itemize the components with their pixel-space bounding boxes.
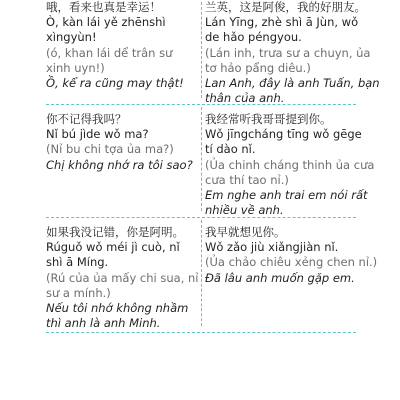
phrase-cell-left (46, 105, 201, 217)
vietnamese-text: Lan Anh, đây là anh Tuấn, bạn (205, 76, 380, 91)
vietnamese-text: Em nghe anh trai em nói rất (205, 188, 368, 203)
vietnamese-text: thân của anh. (205, 91, 285, 106)
phrase-cell-right (201, 218, 378, 332)
vietnamese-text: Chị không nhớ ra tôi sao? (46, 157, 193, 172)
phrase-cell-left (46, 218, 201, 332)
column-divider (201, 220, 202, 326)
pinyin-text: Rúguǒ wǒ méi jì cuò, nǐ (46, 240, 180, 255)
phrase-cell-right (201, 105, 375, 218)
pinyin-text: Wǒ jīngcháng tīng wǒ gēge (205, 127, 362, 142)
phonetic-text: tơ hảo pẩng diêu.) (205, 60, 311, 75)
phrase-table (46, 0, 380, 333)
pinyin-text: Lán Yīng, zhè shì ā Jùn, wǒ (205, 15, 359, 30)
vietnamese-text: Ồ, kể ra cũng may thật! (46, 76, 184, 91)
phrase-row (46, 218, 378, 332)
phonetic-text: (Ủa chảo chiêu xẻng chen nỉ.) (205, 255, 378, 270)
vietnamese-text: Đã lâu anh muốn gặp em. (205, 270, 355, 285)
phrase-cell-left (46, 0, 201, 104)
phonetic-text: (Lán inh, trưa sư a chuyn, ủa (205, 45, 371, 60)
phonetic-text: xinh uyn!) (46, 60, 105, 75)
phonetic-text: (Ủa chinh cháng thinh ủa cưa (205, 157, 375, 172)
pinyin-text: Ò, kàn lái yě zhēnshì (46, 15, 166, 30)
chinese-text: 你不记得我吗？ (46, 112, 127, 126)
phrase-cell-right (201, 0, 380, 106)
column-divider (201, 2, 202, 98)
column-divider (201, 107, 202, 211)
chinese-text: 我经常听我哥哥提到你。 (205, 112, 332, 126)
chinese-text: 我早就想见你。 (205, 225, 286, 239)
phrase-row (46, 0, 380, 106)
pinyin-text: xìngyùn! (46, 30, 97, 45)
vietnamese-text: thì anh là anh Minh. (46, 316, 161, 331)
phonetic-text: (Rú của ủa mấy chi sua, nỉ (46, 270, 199, 285)
pinyin-text: Wǒ zǎo jiù xiǎngjiàn nǐ. (205, 240, 339, 255)
phonetic-text: (Nỉ bu chi tợa ủa ma?) (46, 142, 174, 157)
phonetic-text: cưa thí tao nỉ.) (205, 172, 289, 187)
pinyin-text: shì ā Míng. (46, 255, 109, 270)
vietnamese-text: nhiều về anh. (205, 203, 284, 218)
phonetic-text: sư a mính.) (46, 285, 111, 300)
row-divider (46, 332, 356, 333)
pinyin-text: Nǐ bú jìde wǒ ma? (46, 127, 149, 142)
chinese-text: 哦，看来也真是幸运！ (46, 0, 161, 14)
vietnamese-text: Nếu tôi nhớ không nhầm (46, 301, 189, 316)
phrase-row (46, 105, 375, 218)
chinese-text: 如果我没记错，你是阿明。 (46, 225, 184, 239)
pinyin-text: tí dào nǐ. (205, 142, 256, 157)
pinyin-text: de hǎo péngyou. (205, 30, 302, 45)
phonetic-text: (ó, khan lái dể trân sư (46, 45, 173, 60)
chinese-text: 兰英，这是阿俊，我的好朋友。 (205, 0, 366, 14)
